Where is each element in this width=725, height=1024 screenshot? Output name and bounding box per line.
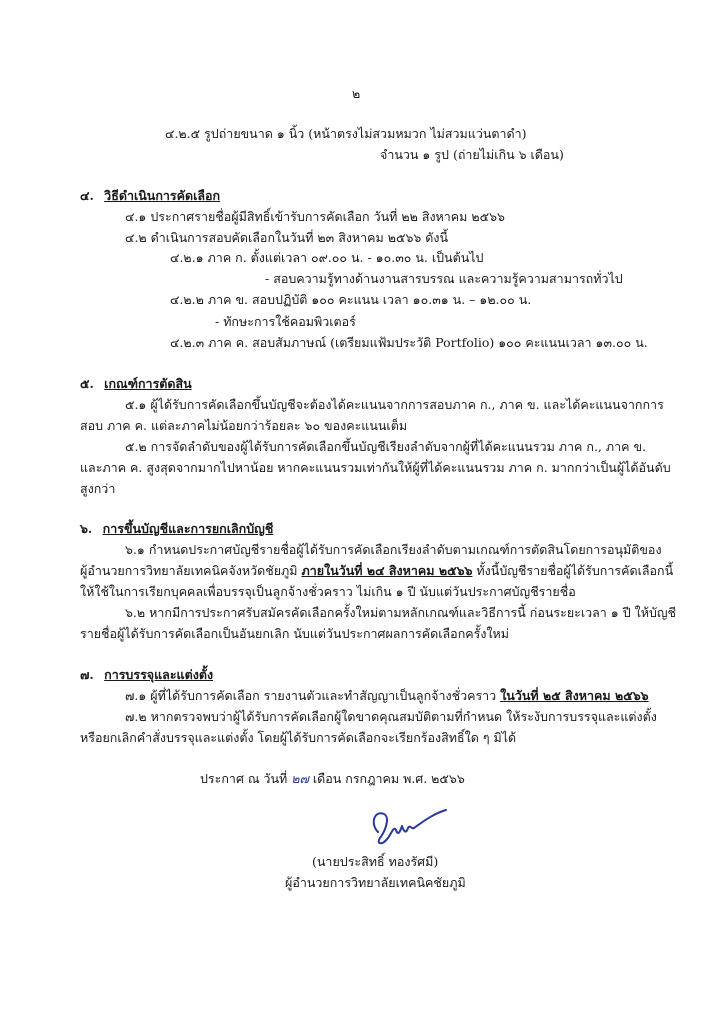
para-6-2-line1: ๖.๒ หากมีการประกาศรับสมัครคัดเลือกครั้งใหม่ตามหลักเกณฑ์และวิธีการนี้ ก่อนระยะเวลา ๑ ปี ให้บัญชี xyxy=(125,605,677,620)
section-5-number: ๕. xyxy=(80,376,94,391)
section-7-title: การบรรจุและแต่งตั้ง xyxy=(104,667,214,682)
item-4-2-5-line1: ๔.๒.๕ รูปถ่ายขนาด ๑ นิ้ว (หน้าตรงไม่สวมหมวก ไม่สวมแว่นตาดำ) xyxy=(165,126,527,141)
item-4-2-2: ๔.๒.๒ ภาค ข. สอบปฏิบัติ ๑๐๐ คะแนน เวลา ๑๐.๓๑ น. – ๑๒.๐๐ น. xyxy=(170,292,532,307)
para-6-1-text-end: ทั้งนี้บัญชีรายชื่อผู้ได้รับการคัดเลือกนี้ xyxy=(472,563,674,578)
item-4-2-2-detail: - ทักษะการใช้คอมพิวเตอร์ xyxy=(215,314,356,329)
section-6-number: ๖. xyxy=(80,521,93,536)
item-4-2-1: ๔.๒.๑ ภาค ก. ตั้งแต่เวลา ๐๙.๐๐ น. - ๑๐.๓๐ น. เป็นต้นไป xyxy=(170,250,484,265)
signer-name: (นายประสิทธิ์ ทองรัศมี) xyxy=(312,854,439,869)
para-7-1-text: ๗.๑ ผู้ที่ได้รับการคัดเลือก รายงานตัวและทำสัญญาเป็นลูกจ้างชั่วคราว xyxy=(125,688,501,703)
para-6-1-text-start: ผู้อำนวยการวิทยาลัยเทคนิคจังหวัดชัยภูมิ xyxy=(80,563,302,578)
para-5-2-line3: สูงกว่า xyxy=(80,481,116,496)
para-7-2-line1: ๗.๒ หากตรวจพบว่าผู้ได้รับการคัดเลือกผู้ใดขาดคุณสมบัติตามที่กำหนด ให้ระงับการบรรจุและแต่งตั้ง xyxy=(125,709,657,724)
item-4-2: ๔.๒ ดำเนินการสอบคัดเลือกในวันที่ ๒๓ สิงหาคม ๒๕๖๖ ดังนี้ xyxy=(125,230,449,245)
deadline-emphasis: ภายในวันที่ ๒๔ สิงหาคม ๒๕๖๖ xyxy=(301,563,473,578)
section-6-heading xyxy=(80,521,273,537)
para-5-2-line2: และภาค ค. สูงสุดจากมากไปหาน้อย หากคะแนนรวมเท่ากันให้ผู้ที่ได้คะแนนรวม ภาค ก. มากกว่าเป็นผู้ได้อันดับ xyxy=(80,460,671,475)
para-5-2-line1: ๕.๒ การจัดลำดับของผู้ได้รับการคัดเลือกขึ้นบัญชีเรียงลำดับจากผู้ที่ได้คะแนนรวม ภาค ก., ภาค ข. xyxy=(125,439,646,454)
section-4-number: ๔. xyxy=(80,188,94,203)
section-7-number: ๗. xyxy=(80,667,94,682)
announcement-date-suffix: เดือน กรกฎาคม พ.ศ. ๒๕๖๖ xyxy=(308,771,465,786)
section-4-title: วิธีดำเนินการคัดเลือก xyxy=(104,188,221,203)
report-date-emphasis: ในวันที่ ๒๕ สิงหาคม ๒๕๖๖ xyxy=(500,688,649,703)
handwritten-day: ๒๗ xyxy=(291,771,309,786)
page-number: ๒ xyxy=(352,86,361,101)
para-5-1-line2: สอบ ภาค ค. แต่ละภาคไม่น้อยกว่าร้อยละ ๖๐ ของคะแนนเต็ม xyxy=(80,418,408,433)
item-4-1: ๔.๑ ประกาศรายชื่อผู้มีสิทธิ์เข้ารับการคัดเลือก วันที่ ๒๒ สิงหาคม ๒๕๖๖ xyxy=(125,209,505,224)
para-7-1 xyxy=(125,688,649,704)
signature-mark xyxy=(360,802,460,850)
section-6-title: การขึ้นบัญชีและการยกเลิกบัญชี xyxy=(102,521,274,536)
para-6-2-line2: รายชื่อผู้ได้รับการคัดเลือกเป็นอันยกเลิก นับแต่วันประกาศผลการคัดเลือกครั้งใหม่ xyxy=(80,626,510,641)
section-5-heading xyxy=(80,376,192,392)
para-6-1-line2 xyxy=(80,563,673,579)
para-6-1-line3: ให้ใช้ในการเรียกบุคคลเพื่อบรรจุเป็นลูกจ้างชั่วคราว ไม่เกิน ๑ ปี นับแต่วันประกาศบัญชีรายชื่อ xyxy=(80,584,576,599)
para-5-1-line1: ๕.๑ ผู้ได้รับการคัดเลือกขึ้นบัญชีจะต้องได้คะแนนจากการสอบภาค ก., ภาค ข. และได้คะแนนจากการ xyxy=(125,397,664,412)
announcement-date xyxy=(200,771,465,787)
para-7-2-line2: หรือยกเลิกคำสั่งบรรจุและแต่งตั้ง โดยผู้ได้รับการคัดเลือกจะเรียกร้องสิทธิ์ใด ๆ มิได้ xyxy=(80,730,517,745)
item-4-2-3: ๔.๒.๓ ภาค ค. สอบสัมภาษณ์ (เตรียมแฟ้มประวัติ Portfolio) ๑๐๐ คะแนนเวลา ๑๓.๐๐ น. xyxy=(170,335,648,350)
section-5-title: เกณฑ์การตัดสิน xyxy=(104,376,192,391)
section-4-heading xyxy=(80,188,220,204)
section-7-heading xyxy=(80,667,213,683)
para-6-1-line1: ๖.๑ กำหนดประกาศบัญชีรายชื่อผู้ได้รับการคัดเลือกเรียงลำดับตามเกณฑ์การตัดสินโดยการอนุมัติของ xyxy=(125,542,662,557)
signer-position: ผู้อำนวยการวิทยาลัยเทคนิคชัยภูมิ xyxy=(285,875,466,890)
announcement-date-prefix: ประกาศ ณ วันที่ xyxy=(200,771,292,786)
item-4-2-5-line2: จำนวน ๑ รูป (ถ่ายไม่เกิน ๖ เดือน) xyxy=(380,147,564,162)
item-4-2-1-detail: - สอบความรู้ทางด้านงานสารบรรณ และความรู้ความสามารถทั่วไป xyxy=(265,271,623,286)
